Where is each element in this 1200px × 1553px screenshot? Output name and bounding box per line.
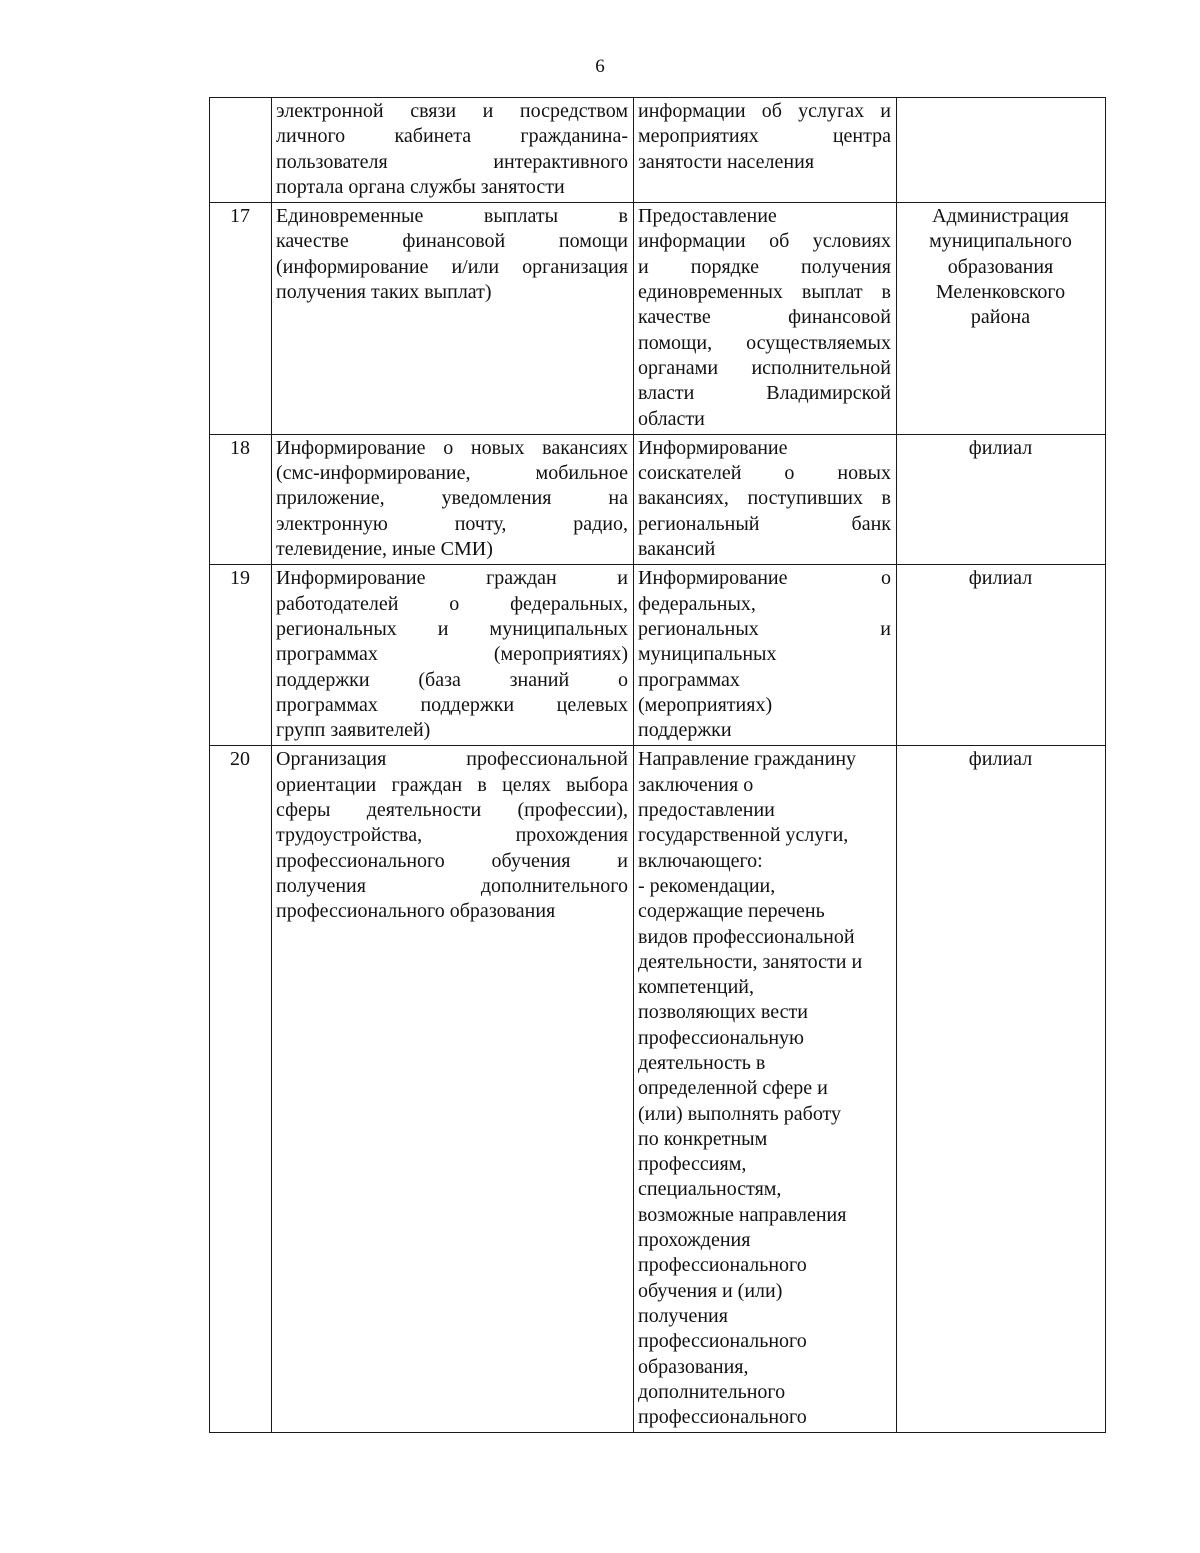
description-line: информации об условиях (638, 230, 891, 253)
description-line: профессионального (638, 1254, 807, 1277)
description-line: позволяющих вести (638, 1001, 808, 1024)
description-line: профессионального (638, 1406, 807, 1429)
service-line: портала органа службы занятости (276, 175, 565, 198)
description-line: специальностям, (638, 1178, 782, 1201)
description-line: и порядке получения (638, 255, 891, 278)
description-line: включающего: (638, 849, 763, 872)
row-number-cell: 18 (210, 434, 272, 564)
service-line: программах поддержки целевых (276, 693, 628, 716)
description-line: Направление гражданину (638, 748, 857, 771)
organization-cell (897, 98, 1106, 203)
organization-line: филиал (968, 436, 1033, 459)
service-line: профессионального образования (276, 900, 556, 923)
organization-cell (897, 746, 1106, 1433)
description-line: мероприятиях центра (638, 125, 891, 148)
description-line: обучения и (или) (638, 1279, 783, 1302)
description-line: Информирование (638, 436, 788, 459)
description-cell (634, 98, 897, 203)
description-cell (634, 746, 897, 1433)
service-line: личного кабинета гражданина- (276, 125, 628, 148)
service-line: профессионального обучения и (276, 849, 628, 872)
service-line: получения дополнительного (276, 874, 628, 897)
service-line: Информирование граждан и (276, 567, 628, 590)
description-line: профессиям, (638, 1153, 747, 1176)
organization-line: образования (947, 255, 1054, 278)
description-line: (или) выполнять работу (638, 1102, 842, 1125)
row-number-cell: 19 (210, 565, 272, 746)
table-row (210, 565, 1106, 746)
service-line: Организация профессиональной (276, 748, 628, 771)
description-line: деятельности, занятости и (638, 950, 863, 973)
description-line: поддержки (638, 719, 732, 742)
description-line: вакансиях, поступивших в (638, 487, 891, 510)
service-line: качестве финансовой помощи (276, 230, 628, 253)
description-line: возможные направления (638, 1203, 847, 1226)
organization-cell (897, 565, 1106, 746)
description-line: Информирование о (638, 567, 891, 590)
service-line: телевидение, иные СМИ) (276, 538, 493, 561)
service-line: ориентации граждан в целях выбора (276, 773, 628, 796)
description-line: качестве финансовой (638, 306, 891, 329)
description-line: единовременных выплат в (638, 281, 891, 304)
services-table (209, 97, 1106, 1433)
description-line: получения (638, 1304, 728, 1327)
organization-line: муниципального (929, 230, 1072, 253)
service-line: (смс-информирование, мобильное (276, 462, 628, 485)
description-line: дополнительного (638, 1380, 786, 1403)
service-line: пользователя интерактивного (276, 150, 628, 173)
service-cell (272, 98, 634, 203)
description-line: предоставлении (638, 799, 775, 822)
service-line: приложение, уведомления на (276, 487, 628, 510)
description-line: профессионального (638, 1330, 807, 1353)
description-line: власти Владимирской (638, 382, 891, 405)
organization-cell (897, 203, 1106, 435)
description-line: содержащие перечень (638, 900, 825, 923)
description-line: области (638, 407, 705, 430)
service-line: поддержки (база знаний о (276, 668, 628, 691)
description-line: компетенций, (638, 976, 754, 999)
description-line: заключения о (638, 773, 754, 796)
service-line: электронной связи и посредством (276, 100, 628, 122)
description-line: соискателей о новых (638, 462, 891, 485)
service-line: групп заявителей) (276, 719, 431, 742)
description-line: государственной услуги, (638, 824, 849, 847)
description-cell (634, 203, 897, 435)
description-line: - рекомендации, (638, 874, 776, 897)
description-line: занятости населения (638, 150, 815, 173)
page-number: 6 (595, 56, 605, 77)
description-line: программах (638, 668, 740, 691)
table-row (210, 98, 1106, 203)
service-line: программах (мероприятиях) (276, 643, 628, 666)
service-line: работодателей о федеральных, (276, 592, 628, 615)
service-cell (272, 203, 634, 435)
table-row (210, 434, 1106, 564)
service-line: сферы деятельности (профессии), (276, 799, 628, 822)
table-row (210, 746, 1106, 1433)
description-line: региональных и (638, 617, 891, 640)
service-line: региональных и муниципальных (276, 617, 628, 640)
description-line: образования, (638, 1355, 749, 1378)
description-line: вакансий (638, 538, 716, 561)
service-line: электронную почту, радио, (276, 512, 628, 535)
description-line: видов профессиональной (638, 925, 855, 948)
organization-line: района (970, 306, 1031, 329)
description-line: прохождения (638, 1229, 751, 1252)
service-cell (272, 434, 634, 564)
service-line: (информирование и/или организация (276, 255, 628, 278)
description-line: органами исполнительной (638, 356, 891, 379)
organization-line: Меленковского (935, 281, 1066, 304)
description-line: по конкретным (638, 1127, 768, 1150)
description-line: деятельность в (638, 1051, 766, 1074)
description-line: помощи, осуществляемых (638, 331, 891, 354)
service-cell (272, 565, 634, 746)
organization-line: филиал (968, 748, 1033, 771)
table-row (210, 203, 1106, 435)
organization-line: Администрация (932, 205, 1069, 228)
description-line: определенной сфере и (638, 1077, 828, 1100)
row-number-cell: 20 (210, 746, 272, 1433)
description-line: региональный банк (638, 512, 891, 535)
description-line: федеральных, (638, 592, 756, 615)
service-line: Единовременные выплаты в (276, 205, 628, 228)
description-line: информации об услугах и (638, 100, 891, 122)
description-line: Предоставление (638, 205, 777, 228)
organization-line: филиал (968, 567, 1033, 590)
service-line: Информирование о новых вакансиях (276, 436, 628, 459)
organization-cell (897, 434, 1106, 564)
row-number-cell: 17 (210, 203, 272, 435)
service-line: получения таких выплат) (276, 281, 492, 304)
description-cell (634, 434, 897, 564)
description-cell (634, 565, 897, 746)
row-number-cell (210, 98, 272, 203)
description-line: муниципальных (638, 643, 777, 666)
description-line: профессиональную (638, 1026, 804, 1049)
description-line: (мероприятиях) (638, 693, 773, 716)
service-cell (272, 746, 634, 1433)
service-line: трудоустройства, прохождения (276, 824, 628, 847)
